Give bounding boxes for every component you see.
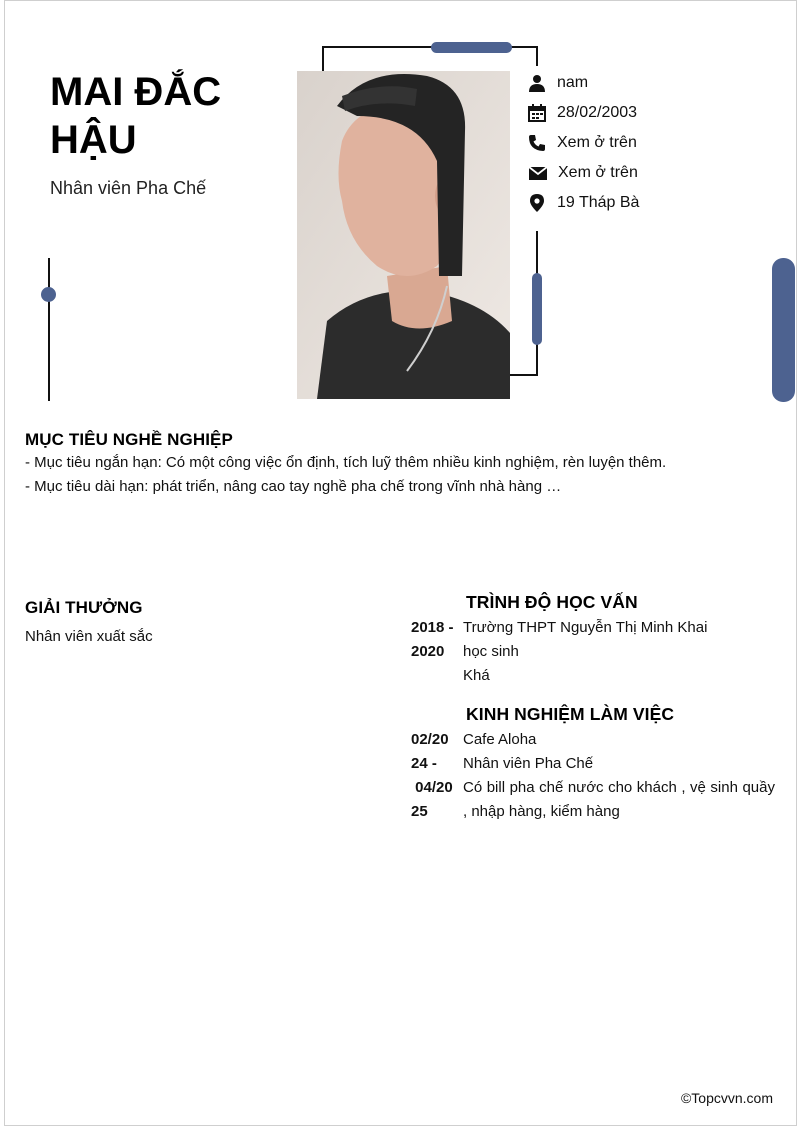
education-year-end: 2020 bbox=[411, 643, 445, 660]
experience-position: Nhân viên Pha Chế bbox=[463, 755, 594, 772]
experience-period-part3: 04/20 bbox=[411, 779, 453, 796]
experience-title: KINH NGHIỆM LÀM VIỆC bbox=[466, 704, 675, 724]
frame-top-accent bbox=[431, 42, 512, 53]
footer-copyright: ©Topcvvn.com bbox=[680, 1090, 773, 1106]
education-grade: Khá bbox=[463, 667, 490, 684]
phone-icon bbox=[528, 134, 546, 152]
contact-phone bbox=[528, 128, 639, 158]
objective-line-short-term: - Mục tiêu ngắn hạn: Có một công việc ổn định, tích luỹ thêm nhiều kinh nghiệm, rèn luyện thêm. bbox=[25, 454, 667, 471]
profile-photo bbox=[297, 71, 510, 399]
candidate-name: MAI ĐẮC HẬU bbox=[50, 70, 222, 162]
frame-right-accent bbox=[532, 273, 542, 345]
experience-period-part2: 24 - bbox=[411, 755, 437, 772]
frame-right-tick bbox=[536, 46, 538, 66]
experience-period-part4: 25 bbox=[411, 803, 428, 820]
education-section bbox=[411, 592, 775, 688]
awards-title: GIẢI THƯỞNG bbox=[25, 598, 143, 617]
experience-section bbox=[411, 704, 775, 824]
job-title: Nhân viên Pha Chế bbox=[50, 178, 207, 198]
page-edge-accent bbox=[772, 258, 795, 402]
contact-address-text: 19 Tháp Bà bbox=[557, 194, 640, 211]
contact-email bbox=[528, 158, 639, 188]
profile-photo-illustration bbox=[297, 71, 510, 399]
person-icon bbox=[528, 74, 546, 92]
contact-gender bbox=[528, 68, 639, 98]
location-icon bbox=[528, 194, 546, 212]
awards-section bbox=[25, 598, 365, 649]
education-school: Trường THPT Nguyễn Thị Minh Khai bbox=[463, 619, 708, 636]
contact-email-text: Xem ở trên bbox=[558, 164, 638, 181]
contact-phone-text: Xem ở trên bbox=[557, 134, 637, 151]
contact-address bbox=[528, 188, 639, 218]
education-entry bbox=[411, 616, 775, 688]
experience-entry bbox=[411, 728, 775, 824]
calendar-icon bbox=[528, 104, 546, 122]
objective-line-long-term: - Mục tiêu dài hạn: phát triển, nâng cao tay nghề pha chế trong vĩnh nhà hàng … bbox=[25, 478, 562, 495]
experience-period-bottom bbox=[411, 776, 463, 824]
education-major: học sinh bbox=[463, 643, 519, 660]
objective-section bbox=[25, 430, 775, 499]
frame-left-tick bbox=[322, 46, 324, 71]
frame-bottom-tick bbox=[510, 374, 538, 376]
left-accent-dot bbox=[41, 287, 56, 302]
contact-birthday bbox=[528, 98, 639, 128]
contact-birthday-text: 28/02/2003 bbox=[557, 104, 638, 121]
education-title: TRÌNH ĐỘ HỌC VẤN bbox=[466, 592, 638, 612]
experience-company: Cafe Aloha bbox=[463, 731, 537, 748]
award-item: Nhân viên xuất sắc bbox=[25, 628, 153, 645]
mail-icon bbox=[528, 164, 548, 182]
left-divider-line bbox=[48, 258, 50, 401]
contact-gender-text: nam bbox=[557, 74, 589, 91]
experience-period-part1: 02/20 bbox=[411, 731, 449, 748]
objective-title: MỤC TIÊU NGHỀ NGHIỆP bbox=[25, 430, 233, 449]
education-year-start: 2018 - bbox=[411, 619, 454, 636]
contact-list bbox=[528, 68, 639, 218]
experience-description: Có bill pha chế nước cho khách , vệ sinh quầy , nhập hàng, kiểm hàng bbox=[463, 779, 775, 820]
